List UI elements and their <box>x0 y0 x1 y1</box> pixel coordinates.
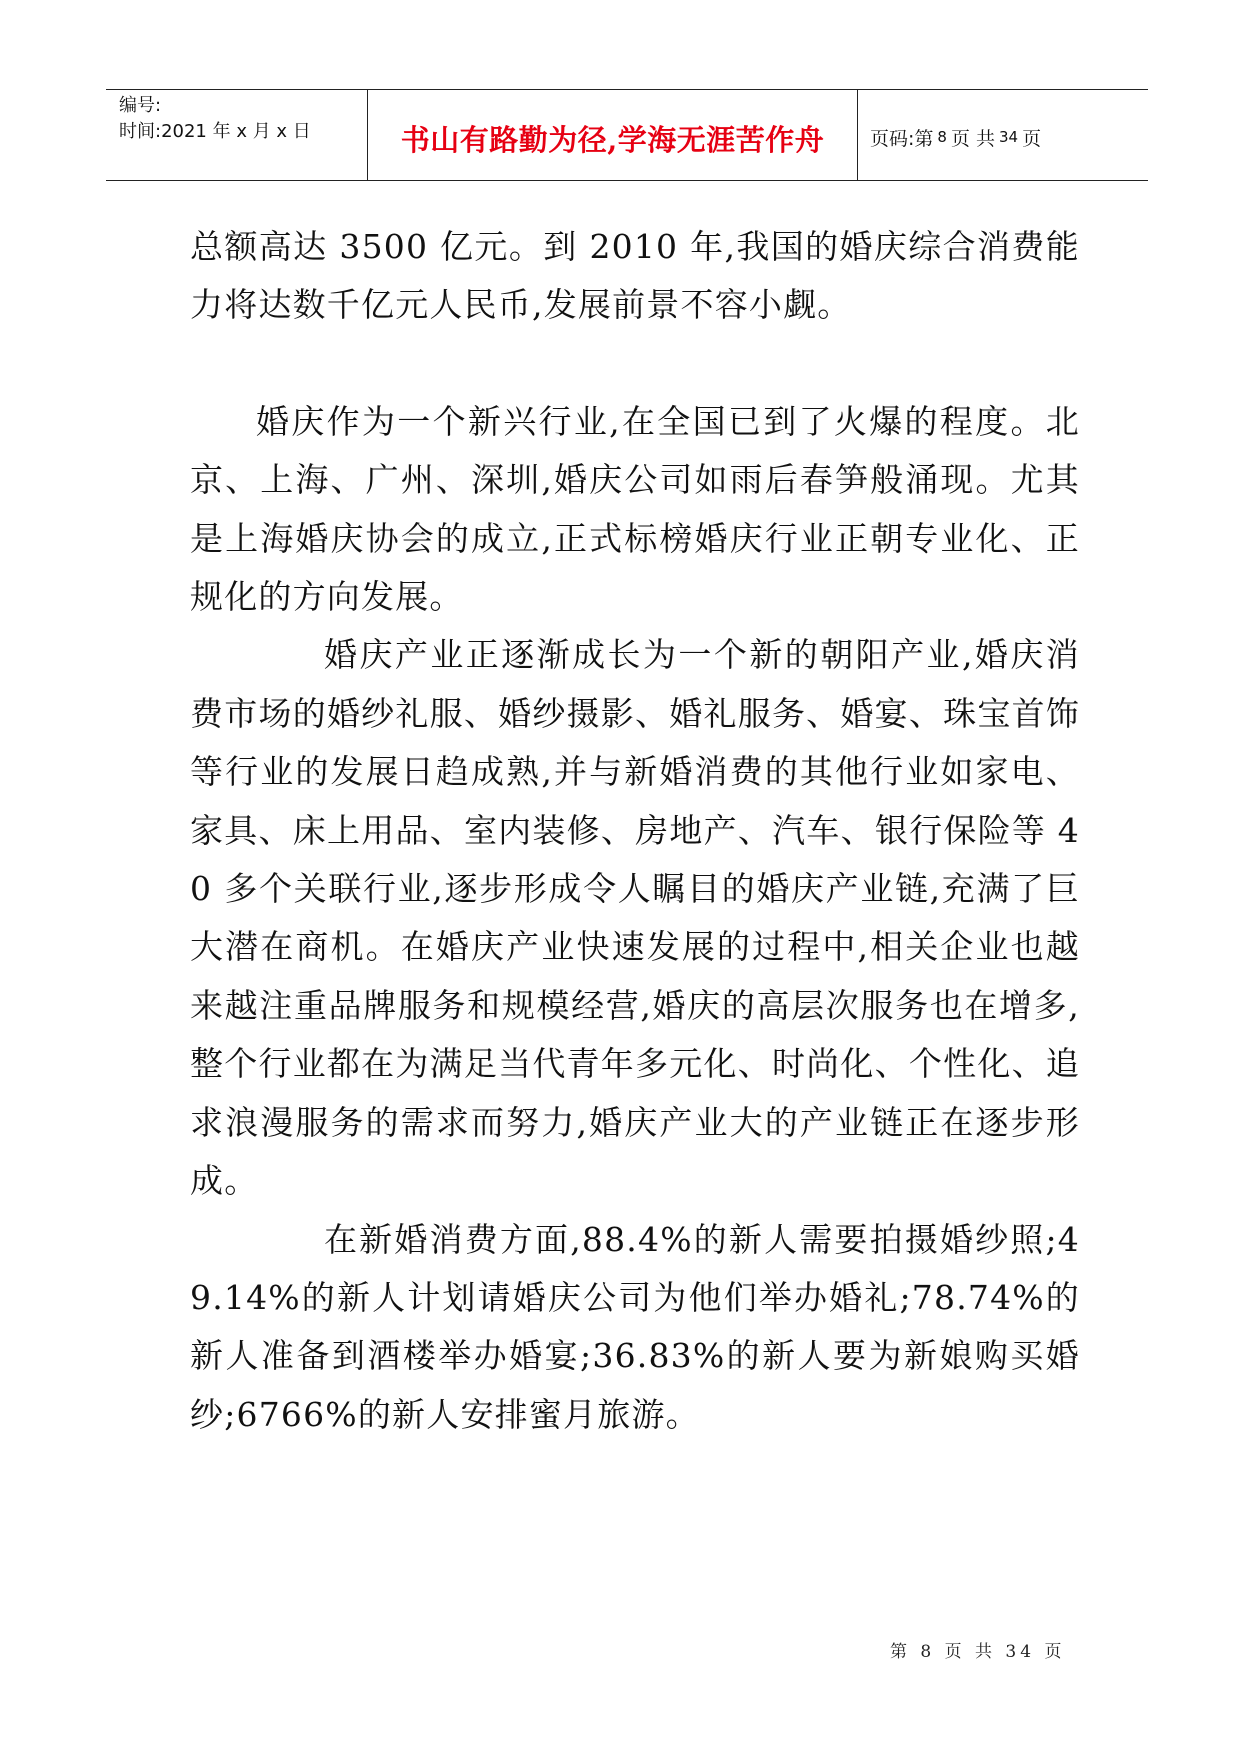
paragraph-3: 婚庆产业正逐渐成长为一个新的朝阳产业,婚庆消费市场的婚纱礼服、婚纱摄影、婚礼服务、婚宴、珠宝首饰等行业的发展日趋成熟,并与新婚消费的其他行业如家电、家具、床上用品、室内装修、房地产、汽车、银行保险等 40 多个关联行业,逐步形成令人瞩目的婚庆产业链,充满了巨大潜在商机。在婚庆产业快速发展的过程中,相关企业也越来越注重品牌服务和规模经营,婚庆的高层次服务也在增多,整个行业都在为满足当代青年多元化、时尚化、个性化、追求浪漫服务的需求而努力,婚庆产业大的产业链正在逐步形成。 <box>190 635 1080 1201</box>
document-time-label: 时间:2021 年 x 月 x 日 <box>119 121 311 142</box>
paragraph-spacer <box>190 335 1080 393</box>
body-text <box>190 218 1080 1444</box>
paragraph-2: 婚庆作为一个新兴行业,在全国已到了火爆的程度。北京、上海、广州、深圳,婚庆公司如雨后春笋般涌现。尤其是上海婚庆协会的成立,正式标榜婚庆行业正朝专业化、正规化的方向发展。 <box>190 401 1080 617</box>
page-current: 8 <box>937 128 947 146</box>
document-id-label: 编号: <box>119 95 162 116</box>
paragraph-4: 在新婚消费方面,88.4%的新人需要拍摄婚纱照;49.14%的新人计划请婚庆公司为他们举办婚礼;78.74%的新人准备到酒楼举办婚宴;36.83%的新人要为新娘购买婚纱;6766%的新人安排蜜月旅游。 <box>190 1219 1080 1434</box>
paragraph-1: 总额高达 3500 亿元。到 2010 年,我国的婚庆综合消费能力将达数千亿元人民币,发展前景不容小觑。 <box>190 227 1080 325</box>
page-middle: 页 共 <box>950 127 995 150</box>
page-prefix: 页码:第 <box>870 127 934 150</box>
page-footer: 第 8 页 共 34 页 <box>890 1642 1066 1662</box>
page-total: 34 <box>999 128 1019 146</box>
header-motto-cell <box>368 90 858 180</box>
page-suffix: 页 <box>1022 127 1042 150</box>
header-page-number <box>858 90 1148 180</box>
header-meta-cell <box>106 90 368 180</box>
page-header <box>106 89 1148 181</box>
header-motto: 书山有路勤为径,学海无涯苦作舟 <box>400 122 825 157</box>
